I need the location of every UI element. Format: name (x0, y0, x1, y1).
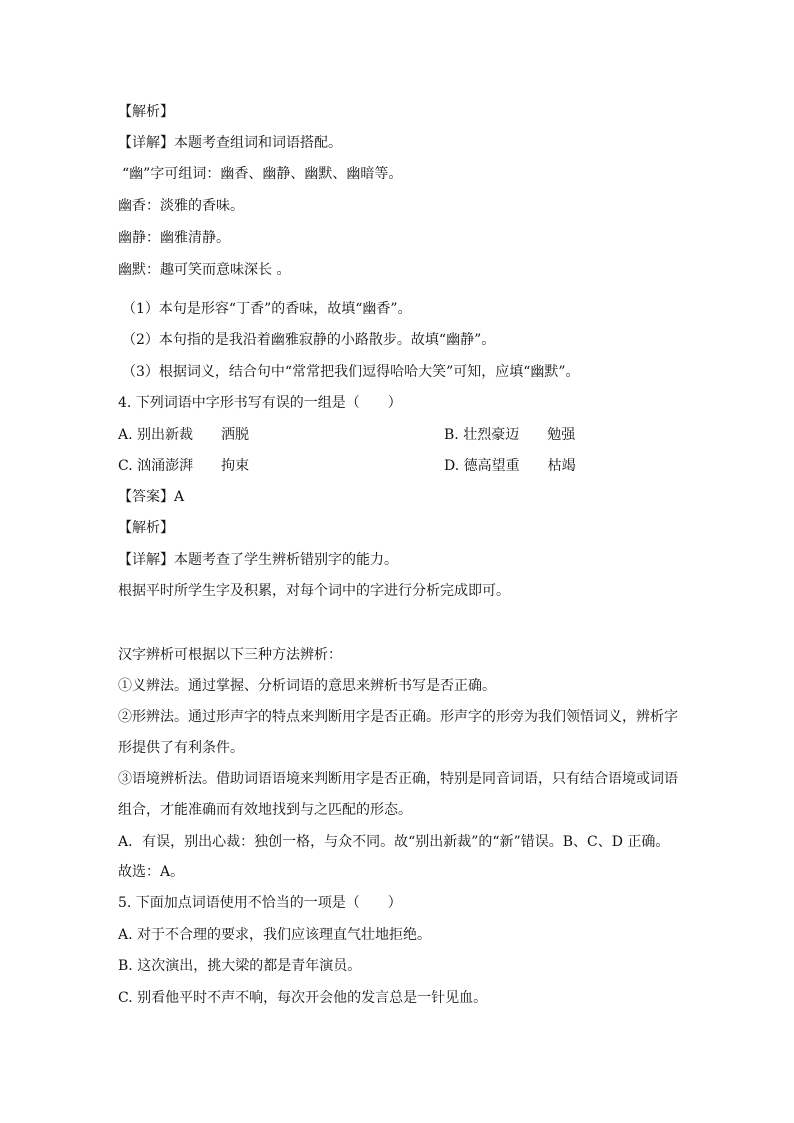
choose-line: 故选：A。 (118, 864, 185, 880)
option-d-word2: 枯竭 (547, 458, 576, 474)
option-c-word2: 拘束 (221, 458, 250, 474)
xiangjie-line: 【详解】本题考查组词和词语搭配。 (118, 135, 342, 151)
method-3-line-2: 组合，才能准确而有效地找到与之匹配的形态。 (118, 802, 412, 818)
youmo-line: 幽默：趣可笑而意味深长 。 (118, 262, 291, 278)
analysis-line: A．有误，别出心裁：独创一格，与众不同。故“别出新裁”的“新”错误。B、C、D 正确。 (118, 834, 670, 850)
item2-line: （2）本句指的是我沿着幽雅寂静的小路散步。故填“幽静”。 (122, 332, 496, 348)
method-2-line-1: ②形辨法。通过形声字的特点来判断用字是否正确。形声字的形旁为我们领悟词义，辨析字 (118, 709, 678, 725)
question5-option-c: C. 别看他平时不声不响，每次开会他的发言总是一针见血。 (118, 990, 488, 1006)
option-b-label: B. 壮烈豪迈 (444, 427, 520, 443)
youjing-line: 幽静：幽雅清静。 (118, 230, 230, 246)
option-c-label: C. 汹涌澎湃 (118, 458, 194, 474)
method-2-line-2: 形提供了有利条件。 (118, 740, 244, 756)
youxiang-line: 幽香：淡雅的香味。 (118, 198, 244, 214)
option-c (118, 456, 249, 476)
option-a-word2: 洒脱 (221, 427, 250, 443)
method-1: ①义辨法。通过掌握、分析词语的意思来辨析书写是否正确。 (118, 678, 496, 694)
option-d-label: D. 德高望重 (444, 458, 520, 474)
option-d (444, 456, 576, 476)
question5-option-a: A. 对于不合理的要求，我们应该理直气壮地拒绝。 (118, 927, 432, 943)
question5-option-b: B. 这次演出，挑大梁的都是青年演员。 (118, 958, 362, 974)
item1-line: （1）本句是形容“丁香”的香味，故填“幽香”。 (122, 301, 412, 317)
question5-stem: 5. 下面加点词语使用不恰当的一项是（ ） (118, 895, 402, 911)
option-b (444, 425, 575, 445)
xiangjie-line-2: 【详解】本题考查了学生辨析错别字的能力。 (118, 552, 398, 568)
item3-line: （3）根据词义，结合句中“常常把我们逗得哈哈大笑”可知，应填“幽默”。 (122, 364, 580, 380)
jiexi-heading-2: 【解析】 (118, 520, 174, 536)
jiexi-heading: 【解析】 (118, 104, 174, 120)
paragraph-1: 根据平时所学生字及积累，对每个词中的字进行分析完成即可。 (118, 583, 510, 599)
option-b-word2: 勉强 (547, 427, 576, 443)
option-a-label: A. 别出新裁 (118, 427, 194, 443)
method-3-line-1: ③语境辨析法。借助词语语境来判断用字是否正确，特别是同音词语，只有结合语境或词语 (118, 771, 678, 787)
answer-line: 【答案】A (118, 489, 185, 505)
paragraph-2: 汉字辨析可根据以下三种方法辨析： (118, 647, 342, 663)
option-a (118, 425, 249, 445)
you-zi-line: “幽”字可组词：幽香、幽静、幽默、幽暗等。 (122, 166, 403, 182)
question4-stem: 4. 下列词语中字形书写有误的一组是（ ） (118, 395, 402, 411)
